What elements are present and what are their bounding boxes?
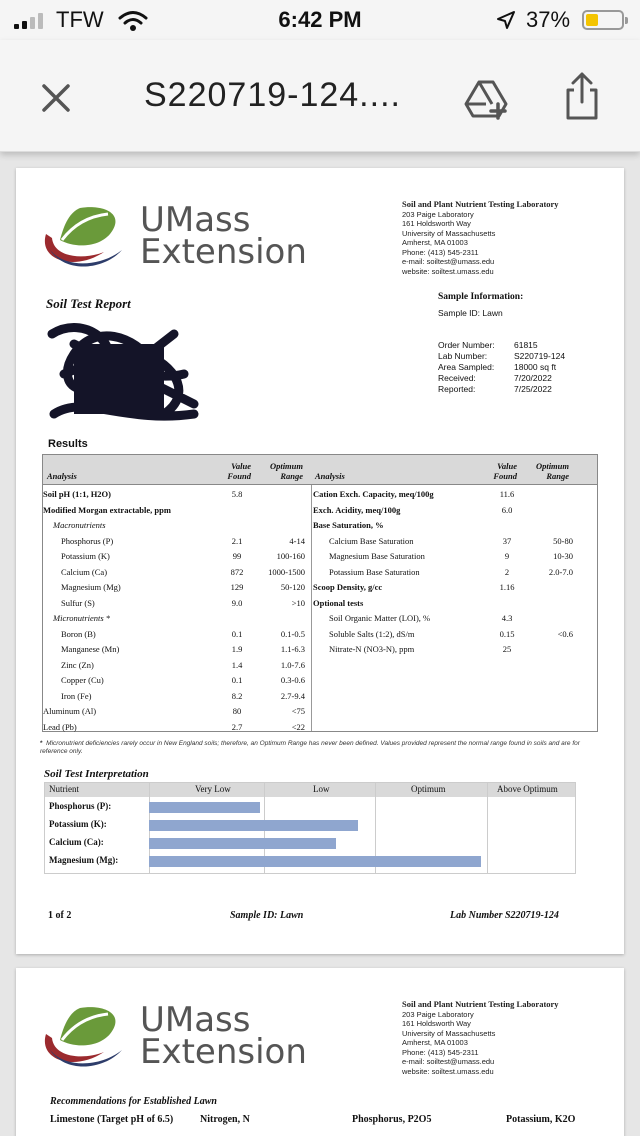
umass-extension-logo: [40, 1000, 307, 1074]
analysis-label: Macronutrients: [53, 520, 106, 530]
analysis-label: Potassium (K): [61, 551, 110, 561]
order-key: Lab Number:: [438, 351, 488, 361]
footnote-text: Micronutrient deficiencies rarely occur in New England soils; therefore, an Optimum Range has never been defined. Values provided represent the normal range found in soils and are for reference only.: [40, 740, 580, 755]
order-info: [438, 340, 565, 395]
logo-line-2: Extension: [140, 232, 307, 272]
analysis-label: Iron (Fe): [61, 690, 92, 701]
page-number: 1 of 2: [48, 910, 72, 921]
optimum-range: 50-120: [280, 582, 305, 592]
value-found: 2: [504, 566, 510, 577]
interp-header-cell: Low: [313, 784, 330, 794]
optimum-range: 100-160: [276, 551, 305, 561]
interp-level-bar: [149, 820, 358, 831]
value-found: 1.4: [231, 659, 243, 670]
analysis-label: Soluble Salts (1:2), dS/m: [329, 628, 415, 639]
interp-level-bar: [149, 802, 260, 813]
interp-header-cell: Above Optimum: [497, 784, 558, 794]
clock: 6:42 PM: [278, 7, 362, 32]
sample-id: Sample ID: Lawn: [438, 308, 503, 318]
logo-line-2: Extension: [140, 1032, 307, 1072]
value-found: [221, 518, 253, 532]
lab-line: Phone: (413) 545-2311: [402, 1047, 479, 1057]
value-found: 129: [230, 582, 244, 592]
interp-level-bar: [149, 856, 481, 867]
analysis-label: Potassium Base Saturation: [329, 566, 420, 577]
lab-line: e-mail: soiltest@umass.edu: [402, 257, 495, 266]
analysis-label: Sulfur (S): [61, 597, 95, 608]
micronutrient-footnote: * Micronutrient deficiencies rarely occur in New England soils; therefore, an Optimum Range has never been defined. Values provided represent the normal range found in soils and are for reference only.: [40, 740, 580, 755]
results-heading: Results: [48, 438, 88, 450]
order-key: Received:: [438, 373, 476, 383]
optimum-range: <22: [291, 721, 305, 732]
value-found: 0.1: [231, 628, 243, 639]
redaction-scribble: [44, 314, 206, 426]
umass-extension-logo: [40, 200, 307, 274]
optimum-range: [527, 642, 573, 656]
analysis-label: Soil Organic Matter (LOI), %: [329, 613, 431, 623]
lab-line: e-mail: soiltest@umass.edu: [402, 1057, 495, 1066]
sample-info-heading: Sample Information:: [438, 292, 524, 302]
lab-line: University of Massachusetts: [402, 1028, 496, 1038]
optimum-range: 1000-1500: [268, 566, 305, 577]
analysis-label: Micronutrients *: [53, 613, 111, 623]
add-to-drive-icon[interactable]: [462, 74, 510, 122]
lab-line: website: soiltest.umass.edu: [402, 1066, 494, 1076]
lab-line: Amherst, MA 01003: [402, 238, 468, 247]
value-found: 2.1: [231, 535, 243, 546]
rec-column: Nitrogen, N: [200, 1114, 250, 1125]
header-analysis-right: Analysis: [315, 471, 345, 481]
optimum-range: 0.3-0.6: [280, 675, 305, 685]
analysis-label: Magnesium Base Saturation: [329, 551, 425, 561]
leaf-logo-icon: [40, 1004, 136, 1074]
interp-header-cell: Very Low: [195, 784, 231, 794]
optimum-range: 2.0-7.0: [548, 566, 573, 577]
optimum-range: [257, 503, 305, 517]
pdf-page-2: [16, 968, 624, 1136]
interpretation-chart: [44, 782, 576, 874]
optimum-range: >10: [291, 597, 305, 608]
interp-nutrient-label: Magnesium (Mg):: [49, 855, 119, 865]
analysis-label: Cation Exch. Capacity, meq/100g: [313, 489, 434, 499]
battery-percent: 37%: [526, 7, 571, 32]
optimum-range: [527, 611, 573, 625]
interpretation-title: Soil Test Interpretation: [44, 768, 149, 780]
viewer-toolbar: [0, 40, 640, 152]
optimum-range: [527, 487, 573, 501]
optimum-range: 1.1-6.3: [280, 644, 305, 654]
document-title: S220719-124....: [144, 76, 401, 114]
header-value-right: Value: [497, 461, 517, 471]
pdf-page-1: [16, 168, 624, 954]
optimum-range: [527, 580, 573, 594]
header-found-left: Found: [227, 471, 251, 481]
analysis-label: Calcium Base Saturation: [329, 535, 414, 546]
order-value: S220719-124: [514, 351, 566, 361]
optimum-range: 2.7-9.4: [280, 690, 305, 701]
order-value: 7/25/2022: [514, 384, 552, 394]
optimum-range: [527, 596, 573, 610]
interp-header-cell: Nutrient: [49, 784, 79, 794]
value-found: 0.15: [499, 628, 515, 639]
close-icon[interactable]: [36, 78, 76, 118]
optimum-range: [527, 503, 573, 517]
value-found: 2.7: [231, 721, 243, 732]
value-found: 99: [232, 551, 242, 561]
order-key: Area Sampled:: [438, 362, 495, 372]
results-table: [42, 454, 598, 732]
interp-nutrient-label: Potassium (K):: [49, 819, 107, 829]
value-found: 0.1: [231, 675, 243, 685]
interp-nutrient-label: Phosphorus (P):: [49, 801, 112, 811]
lab-address: [402, 200, 559, 276]
optimum-range: <0.6: [557, 628, 573, 639]
analysis-label: Base Saturation, %: [313, 520, 384, 530]
header-range-left: Range: [280, 471, 303, 481]
lab-line: website: soiltest.umass.edu: [402, 266, 494, 276]
status-bar: [0, 0, 640, 40]
lab-name: Soil and Plant Nutrient Testing Laboratory: [402, 199, 559, 209]
lab-line: 203 Paige Laboratory: [402, 209, 474, 219]
logo-line-1: UMass: [140, 1000, 251, 1040]
analysis-label: Nitrate-N (NO3-N), ppm: [329, 644, 415, 654]
optimum-range: 1.0-7.6: [280, 659, 305, 670]
order-value: 61815: [514, 340, 538, 350]
optimum-range: 10-30: [553, 551, 573, 561]
analysis-label: Copper (Cu): [61, 675, 104, 685]
value-found: 9: [504, 551, 510, 561]
analysis-label: Soil pH (1:1, H2O): [43, 489, 112, 499]
value-found: 872: [230, 566, 244, 577]
battery-icon: [582, 10, 624, 30]
analysis-label: Boron (B): [61, 628, 96, 639]
analysis-label: Magnesium (Mg): [61, 582, 121, 592]
order-key: Reported:: [438, 384, 476, 394]
value-found: 1.9: [231, 644, 243, 654]
analysis-label: Aluminum (Al): [43, 706, 97, 716]
footer-lab-number: Lab Number S220719-124: [450, 910, 559, 921]
lab-line: University of Massachusetts: [402, 228, 496, 238]
analysis-label: Calcium (Ca): [61, 566, 108, 577]
analysis-label: Optional tests: [313, 597, 364, 608]
interp-header-cell: Optimum: [411, 784, 446, 794]
analysis-label: Scoop Density, g/cc: [313, 582, 383, 592]
value-found: [491, 596, 523, 610]
optimum-range: [257, 518, 305, 532]
interp-nutrient-label: Calcium (Ca):: [49, 837, 104, 847]
optimum-range: [527, 518, 573, 532]
value-found: 25: [502, 644, 512, 654]
optimum-range: 0.1-0.5: [280, 628, 305, 639]
lab-line: 203 Paige Laboratory: [402, 1009, 474, 1019]
value-found: [221, 611, 253, 625]
header-range-right: Range: [546, 471, 569, 481]
analysis-label: Lead (Pb): [43, 721, 77, 732]
rec-column: Limestone (Target pH of 6.5): [50, 1114, 174, 1125]
rec-column: Potassium, K2O: [506, 1114, 576, 1125]
header-optimum-right: Optimum: [535, 461, 569, 471]
optimum-range: [257, 611, 305, 625]
lab-line: 161 Holdsworth Way: [402, 219, 471, 228]
recommendations-title: Recommendations for Established Lawn: [50, 1096, 217, 1107]
optimum-range: 50-80: [553, 535, 573, 546]
header-optimum-left: Optimum: [269, 461, 303, 471]
value-found: 5.8: [231, 489, 243, 499]
optimum-range: 4-14: [289, 535, 305, 546]
analysis-label: Zinc (Zn): [61, 659, 94, 670]
optimum-range: <75: [291, 706, 305, 716]
header-found-right: Found: [493, 471, 517, 481]
value-found: 9.0: [231, 597, 243, 608]
location-arrow-icon: [496, 10, 516, 30]
table-divider: [311, 485, 312, 731]
optimum-range: [257, 487, 305, 501]
header-analysis-left: Analysis: [47, 471, 77, 481]
order-value: 7/20/2022: [514, 373, 552, 383]
analysis-label: Phosphorus (P): [61, 535, 114, 546]
value-found: 8.2: [231, 690, 243, 701]
order-value: 18000 sq ft: [514, 362, 557, 372]
lab-line: Phone: (413) 545-2311: [402, 247, 479, 257]
rec-column: Phosphorus, P2O5: [352, 1114, 432, 1125]
leaf-logo-icon: [40, 204, 136, 274]
value-found: 80: [232, 706, 242, 716]
value-found: [491, 518, 523, 532]
logo-line-1: UMass: [140, 200, 251, 240]
value-found: [221, 503, 253, 517]
value-found: 11.6: [499, 489, 515, 499]
value-found: 4.3: [501, 613, 513, 623]
value-found: 37: [502, 535, 512, 546]
analysis-label: Manganese (Mn): [61, 644, 120, 654]
results-table-header: [43, 455, 597, 485]
lab-address: [402, 1000, 559, 1076]
report-title: Soil Test Report: [46, 296, 131, 311]
share-icon[interactable]: [558, 70, 606, 122]
value-found: 6.0: [501, 504, 513, 515]
lab-name: Soil and Plant Nutrient Testing Laboratory: [402, 999, 559, 1009]
carrier-label: TFW: [56, 7, 104, 32]
analysis-label: Modified Morgan extractable, ppm: [43, 504, 171, 515]
value-found: 1.16: [499, 582, 515, 592]
order-key: Order Number:: [438, 340, 495, 350]
analysis-label: Exch. Acidity, meq/100g: [313, 504, 401, 515]
interpretation-header: [45, 783, 575, 797]
footer-sample-id: Sample ID: Lawn: [230, 910, 304, 921]
interp-level-bar: [149, 838, 336, 849]
lab-line: 161 Holdsworth Way: [402, 1019, 471, 1028]
header-value-left: Value: [231, 461, 251, 471]
lab-line: Amherst, MA 01003: [402, 1038, 468, 1047]
